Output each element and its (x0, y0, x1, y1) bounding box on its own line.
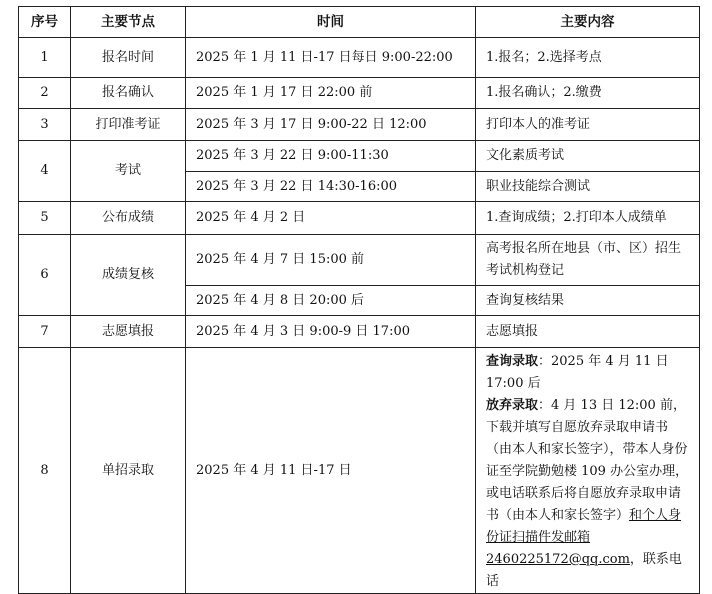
row-node: 成绩复核 (71, 235, 186, 316)
row-content: 1.报名；2.选择考点 (476, 38, 700, 78)
row-content: 1.报名确认；2.缴费 (476, 78, 700, 109)
row-content: 查询复核结果 (476, 286, 700, 316)
row-no: 5 (19, 202, 71, 235)
header-content: 主要内容 (476, 7, 700, 38)
row-time: 2025 年 4 月 2 日 (186, 202, 476, 235)
row-time: 2025 年 1 月 11 日-17 日每日 9:00-22:00 (186, 38, 476, 78)
row-content: 文化素质考试 (476, 141, 700, 172)
give-up-admission-paragraph (486, 395, 693, 593)
table-row (19, 348, 700, 594)
row-node: 打印准考证 (71, 109, 186, 141)
table-row (19, 202, 700, 235)
row-time: 2025 年 3 月 22 日 9:00-11:30 (186, 141, 476, 172)
row-content: 1.查询成绩；2.打印本人成绩单 (476, 202, 700, 235)
give-up-admission-label: 放弃录取 (486, 398, 539, 413)
row-node: 考试 (71, 141, 186, 202)
row-no: 8 (19, 348, 71, 594)
table-row (19, 316, 700, 348)
give-up-admission-tail: ，联系电话 (486, 552, 682, 589)
row-node: 报名确认 (71, 78, 186, 109)
header-time: 时间 (186, 7, 476, 38)
row-no: 2 (19, 78, 71, 109)
row-node: 单招录取 (71, 348, 186, 594)
query-admission-label: 查询录取 (486, 354, 539, 369)
row-content-admission (476, 348, 700, 594)
query-admission-text: ：2025 年 4 月 11 日 17:00 后 (486, 354, 669, 391)
row-time: 2025 年 1 月 17 日 22:00 前 (186, 78, 476, 109)
row-time: 2025 年 4 月 11 日-17 日 (186, 348, 476, 594)
row-time: 2025 年 4 月 7 日 15:00 前 (186, 235, 476, 286)
table-row (19, 109, 700, 141)
email-link[interactable]: 和个人身份证扫描件发邮箱 2460225172@qq.com (486, 508, 682, 567)
row-time: 2025 年 3 月 22 日 14:30-16:00 (186, 172, 476, 202)
table-row (19, 235, 700, 286)
row-node: 志愿填报 (71, 316, 186, 348)
row-time: 2025 年 3 月 17 日 9:00-22 日 12:00 (186, 109, 476, 141)
table-row (19, 78, 700, 109)
query-admission-paragraph (486, 351, 693, 395)
row-no: 6 (19, 235, 71, 316)
table-header-row (19, 7, 700, 38)
give-up-admission-text: ：4 月 13 日 12:00 前，下载并填写自愿放弃录取申请书（由本人和家长签字），带本人身份证至学院勤勉楼 109 办公室办理，或电话联系后将自愿放弃录取申请书（由本人和家长签字） (486, 398, 689, 523)
schedule-table (18, 6, 700, 594)
row-node: 报名时间 (71, 38, 186, 78)
table-row (19, 38, 700, 78)
header-node: 主要节点 (71, 7, 186, 38)
row-time: 2025 年 4 月 3 日 9:00-9 日 17:00 (186, 316, 476, 348)
row-content: 打印本人的准考证 (476, 109, 700, 141)
row-no: 1 (19, 38, 71, 78)
row-content: 职业技能综合测试 (476, 172, 700, 202)
row-content: 志愿填报 (476, 316, 700, 348)
header-no: 序号 (19, 7, 71, 38)
row-time: 2025 年 4 月 8 日 20:00 后 (186, 286, 476, 316)
row-node: 公布成绩 (71, 202, 186, 235)
row-no: 3 (19, 109, 71, 141)
table-row (19, 141, 700, 172)
row-no: 7 (19, 316, 71, 348)
row-no: 4 (19, 141, 71, 202)
row-content: 高考报名所在地县（市、区）招生考试机构登记 (476, 235, 700, 286)
